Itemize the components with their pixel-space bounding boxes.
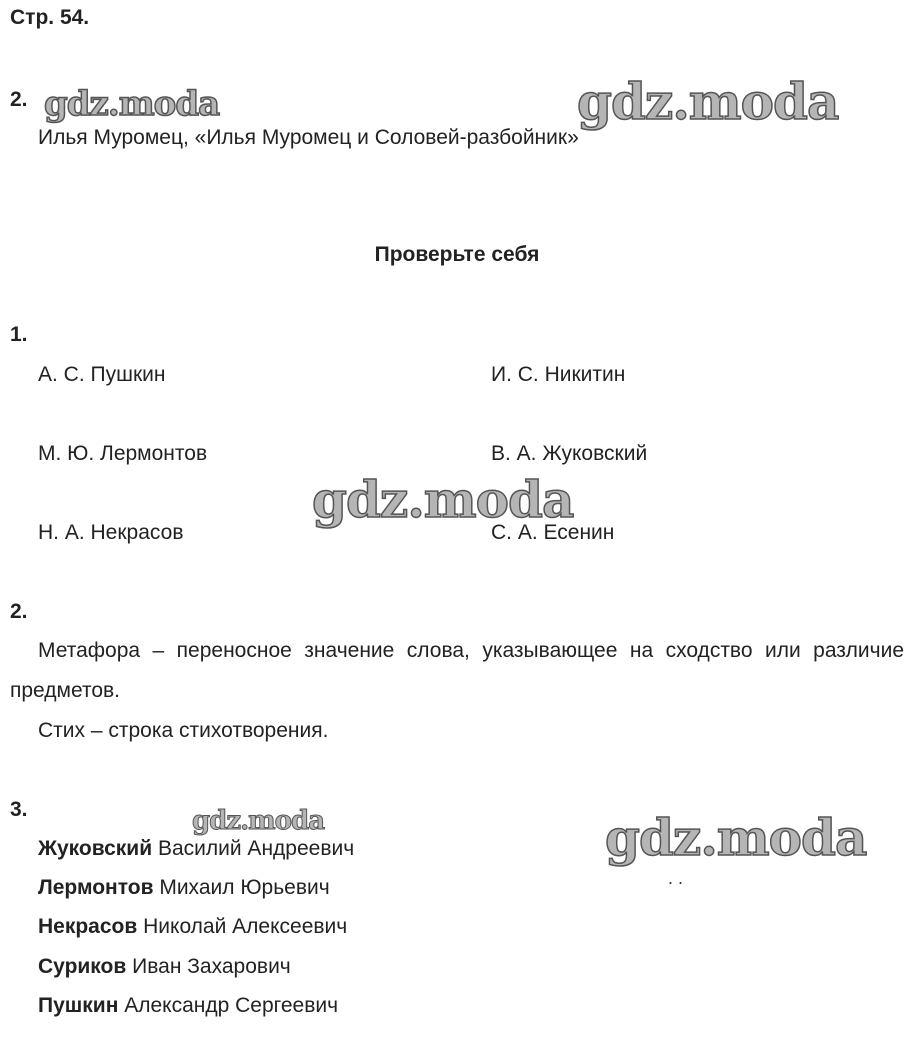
metaphor-text: Метафора – переносное значение слова, указывающее на сходство или различие предметов.	[10, 639, 904, 702]
poet-surname: Суриков	[38, 955, 127, 978]
watermark: gdz.moda	[312, 470, 574, 529]
poet-item	[38, 876, 330, 900]
author-item: Н. А. Некрасов	[38, 521, 184, 544]
poet-name: Николай Алексеевич	[143, 915, 348, 938]
page-reference: Стр. 54.	[10, 6, 90, 29]
poet-name: Иван Захарович	[132, 955, 291, 978]
task-number: 2.	[10, 88, 28, 111]
section-heading: Проверьте себя	[374, 243, 540, 266]
task-number: 3.	[10, 798, 28, 821]
poet-item	[38, 955, 291, 979]
poet-surname: Лермонтов	[38, 876, 154, 899]
verse-definition: Стих – строка стихотворения.	[38, 719, 329, 742]
poet-surname: Некрасов	[38, 915, 138, 938]
task-number: 1.	[10, 323, 28, 346]
task-number: 2.	[10, 600, 28, 623]
poet-name: Александр Сергеевич	[124, 994, 339, 1017]
watermark: gdz.moda	[605, 808, 867, 867]
poet-name: Василий Андреевич	[157, 837, 355, 860]
author-item: А. С. Пушкин	[38, 363, 166, 386]
poet-name: Михаил Юрьевич	[159, 876, 330, 899]
poet-surname: Жуковский	[38, 837, 153, 860]
poet-item	[38, 915, 347, 939]
poet-item	[38, 994, 338, 1018]
author-item: С. А. Есенин	[491, 521, 615, 544]
task-answer: Илья Муромец, «Илья Муромец и Соловей-разбойник»	[38, 126, 579, 149]
watermark: gdz.moda	[44, 84, 220, 124]
poet-item	[38, 837, 354, 861]
stray-dots: . .	[668, 868, 684, 888]
metaphor-definition	[10, 631, 904, 711]
author-item: В. А. Жуковский	[491, 442, 648, 465]
watermark: gdz.moda	[577, 72, 839, 131]
watermark: gdz.moda	[192, 806, 325, 836]
poet-surname: Пушкин	[38, 994, 119, 1017]
author-item: М. Ю. Лермонтов	[38, 442, 208, 465]
author-item: И. С. Никитин	[491, 363, 626, 386]
